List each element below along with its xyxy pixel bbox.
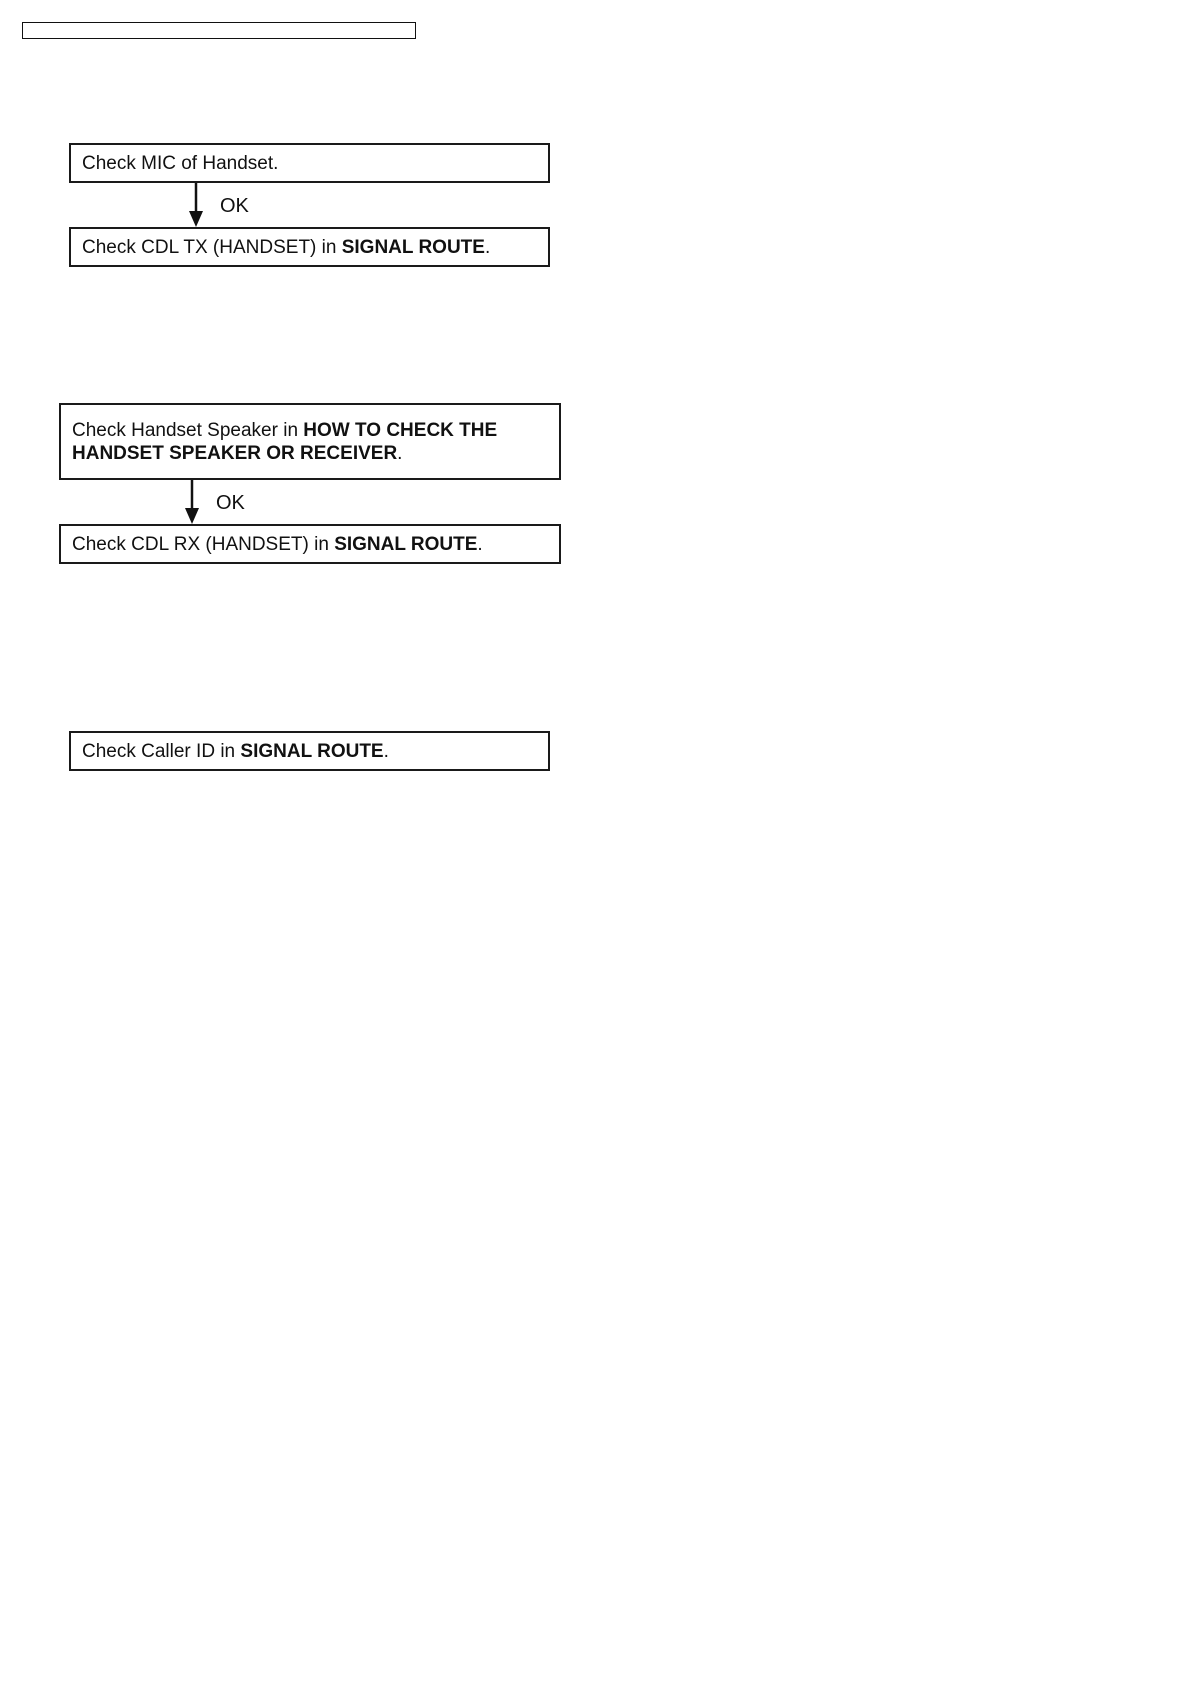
flow2-box1-line2-post: . [397,442,403,464]
flow1-arrow-head [189,211,203,227]
flow2-arrow-head [185,508,199,524]
flow2-box2-post: . [477,533,483,555]
flow2-box1-line1-pre: Check Handset Speaker in [72,419,304,441]
flow1-box-check-mic [69,143,550,183]
flow2-ok-label: OK [216,492,245,514]
flow1-box2-pre: Check CDL TX (HANDSET) in [82,236,342,258]
flow2-arrow [179,480,205,525]
flow1-box-check-cdl-tx [69,227,550,267]
flow3-box-check-caller-id [69,731,550,771]
flow2-box1-line2-bold: HANDSET SPEAKER OR RECEIVER [72,442,398,464]
flow2-box2-bold: SIGNAL ROUTE [334,533,478,555]
flow3-box1-post: . [383,740,389,762]
flow2-box2-pre: Check CDL RX (HANDSET) in [72,533,335,555]
page-header-box [22,22,416,39]
flow1-box1-text: Check MIC of Handset. [82,152,279,174]
flow1-arrow [183,183,209,228]
flow1-ok-label: OK [220,195,249,217]
flow2-box1-line1 [72,419,497,442]
flow1-box2-text [82,236,490,259]
flow3-box1-bold: SIGNAL ROUTE [240,740,384,762]
flow2-box1-line2 [72,442,402,465]
flow1-box2-post: . [484,236,491,258]
flow3-box1-pre: Check Caller ID in [82,740,241,762]
flow1-box2-bold: SIGNAL ROUTE [341,236,485,258]
flow2-box1-line1-bold: HOW TO CHECK THE [303,419,498,441]
flow3-box1-text [82,740,389,763]
flow2-box-check-cdl-rx [59,524,561,564]
flow2-box2-text [72,533,483,556]
flow2-box-check-speaker [59,403,561,480]
